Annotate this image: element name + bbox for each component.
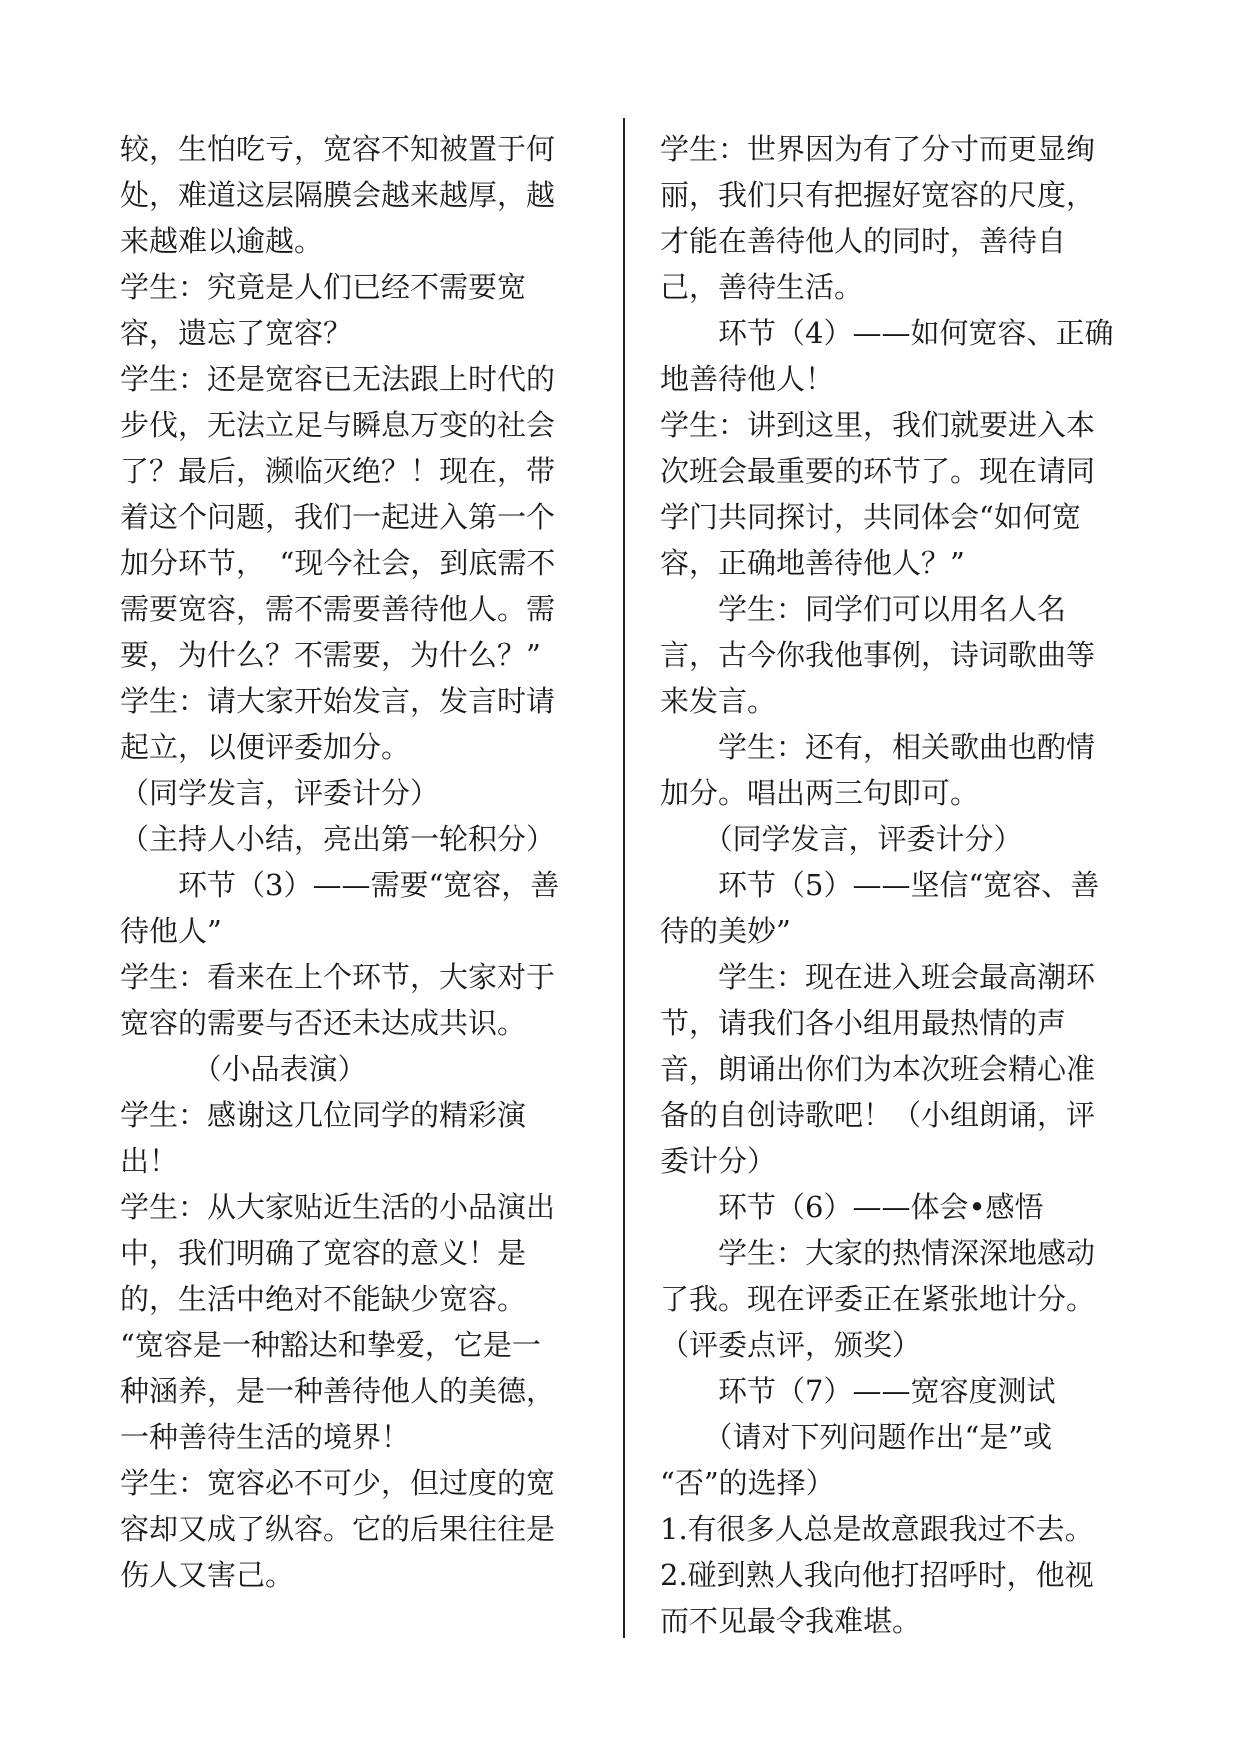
text-line: 环节（3）——需要“宽容，善 (120, 868, 560, 902)
text-line: 待他人” (120, 914, 222, 948)
text-line: 才能在善待他人的同时，善待自 (660, 224, 1067, 258)
text-line: 种涵养，是一种善待他人的美德， (120, 1374, 556, 1408)
text-line: 一种善待生活的境界！ (120, 1420, 411, 1454)
text-line: 次班会最重要的环节了。现在请同 (660, 454, 1096, 488)
text-line: 伤人又害己。 (120, 1558, 295, 1592)
text-line: （评委点评，颁奖） (660, 1328, 922, 1362)
text-line: 加分环节， “现今社会，到底需不 (120, 546, 556, 580)
text-line: 学生：究竟是人们已经不需要宽 (120, 270, 527, 304)
text-line: 丽，我们只有把握好宽容的尺度， (660, 178, 1096, 212)
text-line: 环节（5）——坚信“宽容、善 (660, 868, 1100, 902)
text-line: 而不见最令我难堪。 (660, 1604, 922, 1638)
text-line: 音，朗诵出你们为本次班会精心准 (660, 1052, 1096, 1086)
text-line: 学生：讲到这里，我们就要进入本 (660, 408, 1096, 442)
text-line: 容，遗忘了宽容？ (120, 316, 353, 350)
text-line: 学生：看来在上个环节，大家对于 (120, 960, 556, 994)
text-line: 宽容的需要与否还未达成共识。 (120, 1006, 527, 1040)
text-line: 学生：还是宽容已无法跟上时代的 (120, 362, 556, 396)
column-divider (623, 118, 625, 1638)
text-line: 加分。唱出两三句即可。 (660, 776, 980, 810)
text-line: 2.碰到熟人我向他打招呼时，他视 (660, 1558, 1094, 1592)
text-line: 需要宽容，需不需要善待他人。需 (120, 592, 556, 626)
text-line: 己，善待生活。 (660, 270, 864, 304)
text-line: 容，正确地善待他人？” (660, 546, 965, 580)
text-line: 来发言。 (660, 684, 777, 718)
text-line: 学生：从大家贴近生活的小品演出 (120, 1190, 556, 1224)
text-line: 待的美妙” (660, 914, 791, 948)
text-line: 了我。现在评委正在紧张地计分。 (660, 1282, 1096, 1316)
text-line: 学生：世界因为有了分寸而更显绚 (660, 132, 1096, 166)
text-line: 学生：现在进入班会最高潮环 (660, 960, 1096, 994)
text-line: 地善待他人！ (660, 362, 835, 396)
text-line: 备的自创诗歌吧！（小组朗诵，评 (660, 1098, 1096, 1132)
text-line: 节，请我们各小组用最热情的声 (660, 1006, 1067, 1040)
text-line: （同学发言，评委计分） (660, 822, 1023, 856)
text-line: （请对下列问题作出“是”或 (660, 1420, 1053, 1454)
text-line: 步伐，无法立足与瞬息万变的社会 (120, 408, 556, 442)
text-line: 学生：大家的热情深深地感动 (660, 1236, 1096, 1270)
text-line: 中，我们明确了宽容的意义！是 (120, 1236, 527, 1270)
text-line: （主持人小结，亮出第一轮积分） (120, 822, 556, 856)
text-line: 委计分） (660, 1144, 777, 1178)
left-column (120, 126, 575, 1598)
text-line: 着这个问题，我们一起进入第一个 (120, 500, 556, 534)
text-line: 环节（6）——体会•感悟 (660, 1190, 1044, 1224)
text-line: 了？最后，濒临灭绝？！现在，带 (120, 454, 556, 488)
text-line: 来越难以逾越。 (120, 224, 324, 258)
text-line: 的，生活中绝对不能缺少宽容。 (120, 1282, 527, 1316)
text-line: 较，生怕吃亏，宽容不知被置于何 (120, 132, 556, 166)
text-line: 起立，以便评委加分。 (120, 730, 411, 764)
text-line: 学生：同学们可以用名人名 (660, 592, 1067, 626)
text-line: 学生：感谢这几位同学的精彩演 (120, 1098, 527, 1132)
text-line: 环节（7）——宽容度测试 (660, 1374, 1056, 1408)
text-line: （小品表演） (120, 1052, 367, 1086)
text-line: 1.有很多人总是故意跟我过不去。 (660, 1512, 1094, 1546)
text-line: 学生：宽容必不可少，但过度的宽 (120, 1466, 556, 1500)
right-column (660, 126, 1120, 1644)
text-line: 出！ (120, 1144, 179, 1178)
text-line: 学生：请大家开始发言，发言时请 (120, 684, 556, 718)
text-line: （同学发言，评委计分） (120, 776, 440, 810)
text-line: 处，难道这层隔膜会越来越厚，越 (120, 178, 556, 212)
text-line: 言，古今你我他事例，诗词歌曲等 (660, 638, 1096, 672)
text-line: 学生：还有，相关歌曲也酌情 (660, 730, 1096, 764)
text-line: 要，为什么？不需要，为什么？” (120, 638, 541, 672)
text-line: 学门共同探讨，共同体会“如何宽 (660, 500, 1081, 534)
text-line: 环节（4）——如何宽容、正确 (660, 316, 1114, 350)
text-line: “否”的选择） (660, 1466, 835, 1500)
text-line: 容却又成了纵容。它的后果往往是 (120, 1512, 556, 1546)
text-line: “宽容是一种豁达和挚爱，它是一 (120, 1328, 541, 1362)
